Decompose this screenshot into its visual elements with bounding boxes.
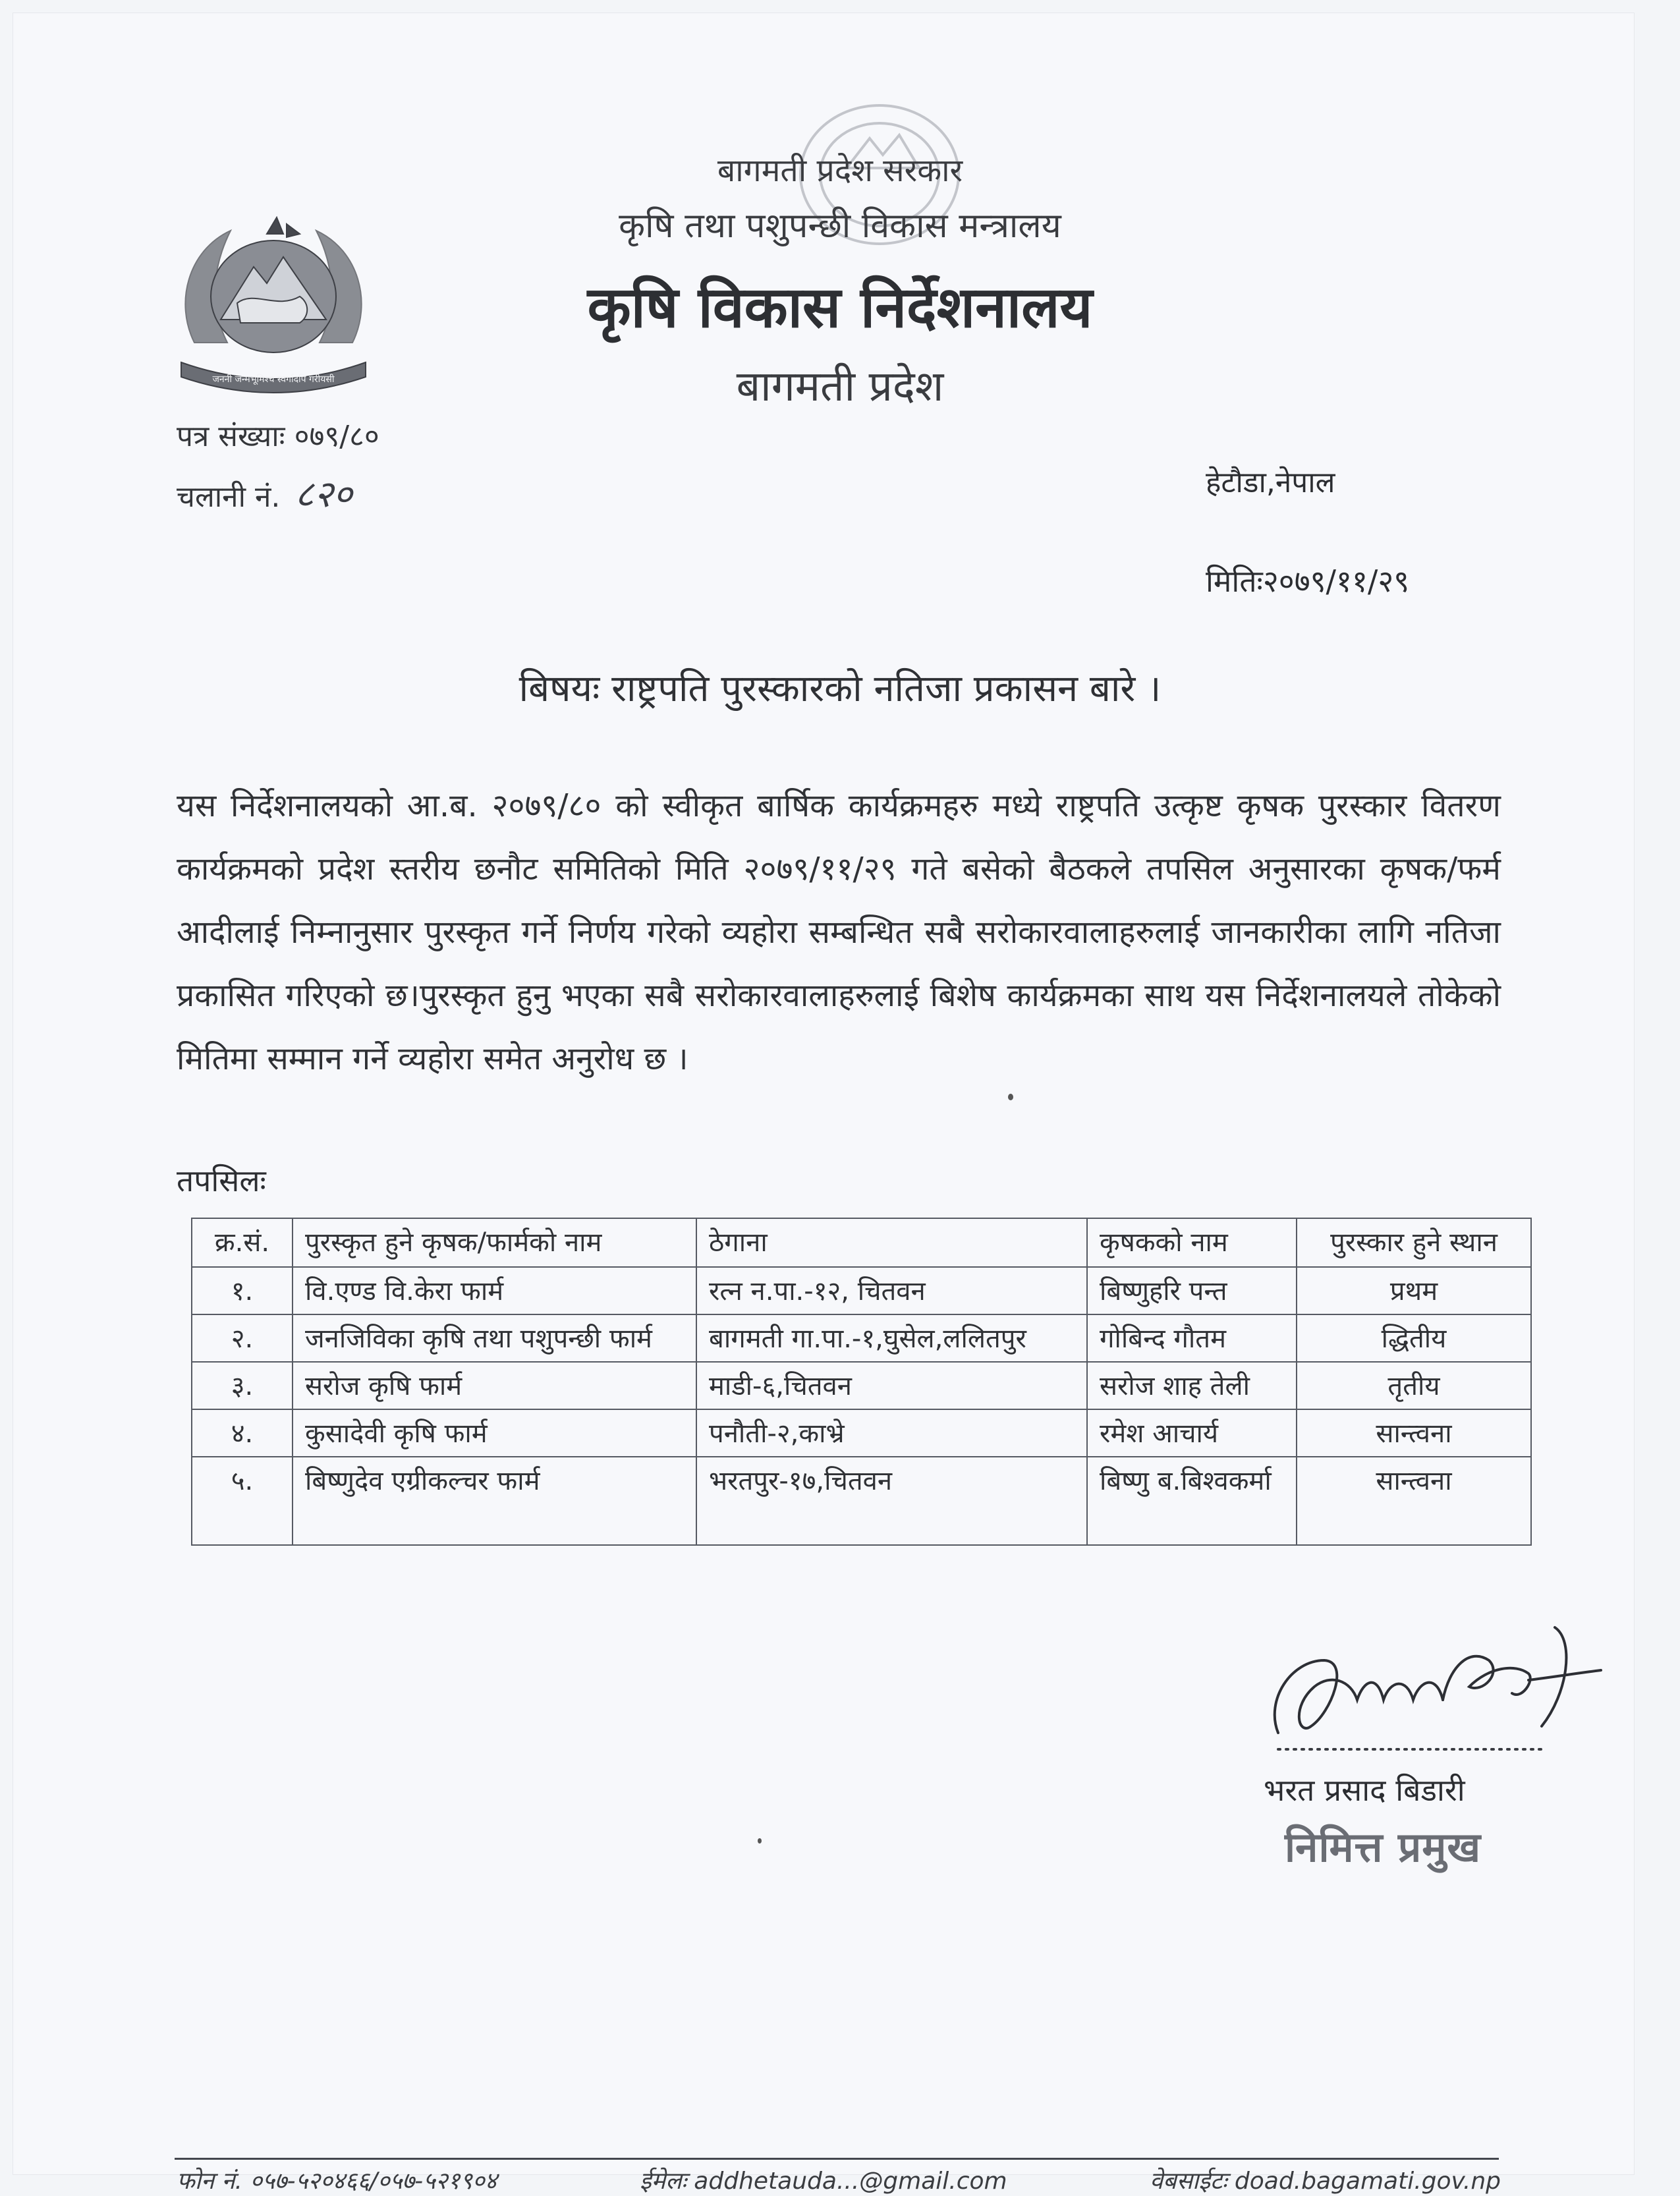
footer-website: वेबसाईटः doad.bagamati.gov.np: [1150, 2168, 1501, 2195]
tapsil-label: तपसिलः: [177, 1163, 266, 1198]
header-government: बागमती प्रदेश सरकार: [717, 152, 963, 189]
footer-rule: [175, 2158, 1499, 2160]
header-ministry: कृषि तथा पशुपन्छी विकास मन्त्रालय: [619, 206, 1061, 246]
signatory-name: भरत प्रसाद बिडारी: [1264, 1772, 1465, 1808]
cell-farm: बिष्णुदेव एग्रीकल्चर फार्म: [293, 1457, 696, 1545]
cell-farmer: बिष्णु ब.बिश्वकर्मा: [1087, 1457, 1297, 1545]
cell-sn: ४.: [192, 1409, 293, 1457]
col-header-farmer: कृषकको नाम: [1087, 1218, 1297, 1267]
table-row: [192, 1267, 1531, 1314]
chalani-label: चलानी नं.: [177, 480, 281, 514]
cell-sn: ३.: [192, 1362, 293, 1409]
cell-farmer: गोबिन्द गौतम: [1087, 1314, 1297, 1362]
cell-position: द्धितीय: [1297, 1314, 1531, 1362]
cell-position: प्रथम: [1297, 1267, 1531, 1314]
body-paragraph: यस निर्देशनालयको आ.ब. २०७९/८० को स्वीकृत बार्षिक कार्यक्रमहरु मध्ये राष्ट्रपति उत्कृष्ट कृषक पुरस्कार वितरण कार्यक्रमको प्रदेश स्तरीय छनौट समितिको मिति २०७९/११/२९ गते बसेको बैठकले तपसिल अनुसारका कृषक/फर्म आदीलाई निम्नानुसार पुरस्कृत गर्ने निर्णय गरेको व्यहोरा सम्बन्धित सबै सरोकारवालाहरुलाई जानकारीका लागि नतिजा प्रकासित गरिएको छ।पुरस्कृत हुनु भएका सबै सरोकारवालाहरुलाई बिशेष कार्यक्रमका साथ यस निर्देशनालयले तोकेको मितिमा सम्मान गर्ने व्यहोरा समेत अनुरोध छ ।: [177, 787, 1501, 1077]
chalani-value: ८२०: [294, 473, 352, 516]
col-header-position: पुरस्कार हुने स्थान: [1297, 1218, 1531, 1267]
cell-position: सान्त्वना: [1297, 1457, 1531, 1545]
table-row: [192, 1362, 1531, 1409]
table-row: [192, 1457, 1531, 1545]
patra-value: ०७९/८०: [294, 420, 379, 453]
chalani-number: [177, 468, 352, 518]
cell-position: तृतीय: [1297, 1362, 1531, 1409]
cell-sn: २.: [192, 1314, 293, 1362]
paper-speck: [1008, 1094, 1013, 1100]
col-header-sn: क्र.सं.: [192, 1218, 293, 1267]
cell-address: भरतपुर-१७,चितवन: [696, 1457, 1087, 1545]
table-header-row: [192, 1218, 1531, 1267]
place: हेटौडा,नेपाल: [1206, 466, 1335, 499]
cell-farmer: रमेश आचार्य: [1087, 1409, 1297, 1457]
signatory-title-stamp: निमित्त प्रमुख: [1285, 1823, 1482, 1871]
cell-address: माडी-६,चितवन: [696, 1362, 1087, 1409]
signature: [1252, 1601, 1608, 1772]
paper-speck: [758, 1838, 762, 1844]
cell-farm: वि.एण्ड वि.केरा फार्म: [293, 1267, 696, 1314]
header-directorate: कृषि विकास निर्देशनालय: [587, 275, 1093, 341]
col-header-address: ठेगाना: [696, 1218, 1087, 1267]
cell-position: सान्त्वना: [1297, 1409, 1531, 1457]
cell-address: बागमती गा.पा.-१,घुसेल,ललितपुर: [696, 1314, 1087, 1362]
letter-date: मितिः२०७९/११/२९: [1206, 563, 1410, 599]
table-row: [192, 1314, 1531, 1362]
award-table: [191, 1218, 1532, 1546]
col-header-farm: पुरस्कृत हुने कृषक/फार्मको नाम: [293, 1218, 696, 1267]
subject-line: बिषयः राष्ट्रपति पुरस्कारको नतिजा प्रकासन बारे ।: [518, 667, 1162, 710]
cell-farm: कुसादेवी कृषि फार्म: [293, 1409, 696, 1457]
cell-sn: ५.: [192, 1457, 293, 1545]
patra-label: पत्र संख्याः: [177, 420, 285, 453]
emblem-motto: जननी जन्मभूमिश्च स्वर्गादपि गरीयसी: [212, 374, 335, 385]
cell-farm: सरोज कृषि फार्म: [293, 1362, 696, 1409]
cell-address: रत्न न.पा.-१२, चितवन: [696, 1267, 1087, 1314]
footer-contact: [177, 2164, 1501, 2196]
cell-farm: जनजिविका कृषि तथा पशुपन्छी फार्म: [293, 1314, 696, 1362]
cell-farmer: बिष्णुहरि पन्त: [1087, 1267, 1297, 1314]
table-row: [192, 1409, 1531, 1457]
footer-phone: फोन नं. ०५७-५२०४६६/०५७-५२१९०४: [177, 2168, 497, 2195]
cell-sn: १.: [192, 1267, 293, 1314]
cell-address: पनौती-२,काभ्रे: [696, 1409, 1087, 1457]
header-province: बागमती प्रदेश: [736, 362, 944, 411]
cell-farmer: सरोज शाह तेली: [1087, 1362, 1297, 1409]
patra-sankhya: [177, 415, 379, 455]
footer-email: ईमेलः addhetauda...@gmail.com: [639, 2168, 1007, 2195]
